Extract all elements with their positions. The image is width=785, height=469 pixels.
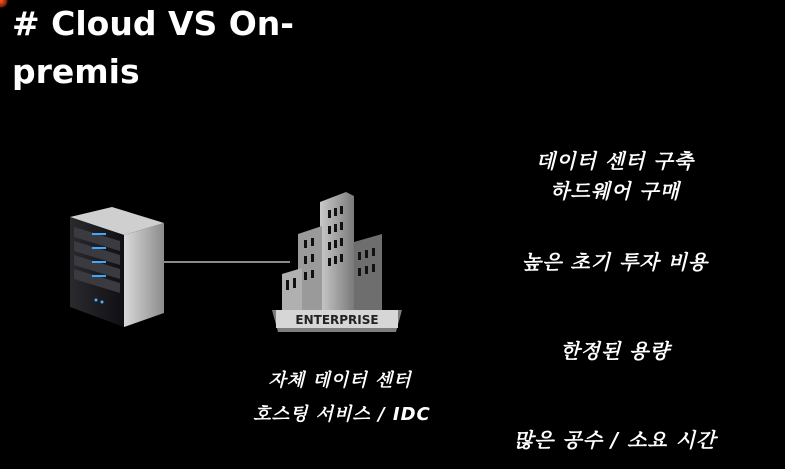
point-limited-capacity: 한정된 용량	[560, 339, 670, 363]
enterprise-caption-line-1: 자체 데이터 센터	[268, 370, 412, 391]
point-effort-time: 많은 공수 / 소요 시간	[513, 428, 717, 452]
orange-glow-decoration	[0, 0, 8, 8]
enterprise-sign-label: ENTERPRISE	[295, 313, 379, 327]
point-initial-cost: 높은 초기 투자 비용	[521, 250, 709, 274]
enterprise-caption-line-2: 호스팅 서비스 / IDC	[253, 404, 431, 425]
title-line-1: # Cloud VS On-	[12, 4, 294, 43]
server-icon	[62, 205, 172, 330]
title-line-2: premis	[12, 52, 140, 91]
point-datacenter-line-1: 데이터 센터 구축	[535, 149, 695, 173]
slide-title	[12, 0, 372, 96]
point-datacenter-line-2: 하드웨어 구매	[550, 179, 680, 203]
enterprise-building-icon	[262, 182, 412, 342]
